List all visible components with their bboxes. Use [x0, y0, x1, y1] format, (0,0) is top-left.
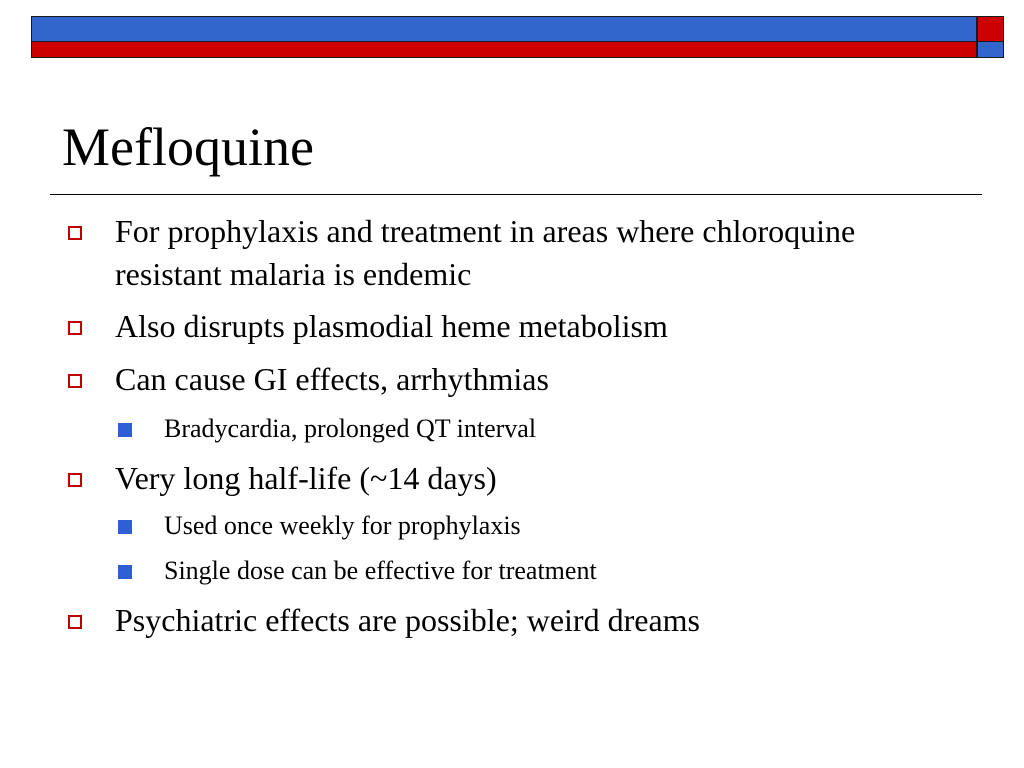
- bullet-text: Very long half-life (~14 days): [115, 460, 497, 496]
- bullet-text: For prophylaxis and treatment in areas where chloroquine resistant malaria is endemic: [115, 213, 856, 292]
- header-corner-blue: [977, 41, 1004, 58]
- filled-square-bullet-icon: [118, 565, 132, 579]
- hollow-square-bullet-icon: [68, 226, 82, 240]
- filled-square-bullet-icon: [118, 520, 132, 534]
- hollow-square-bullet-icon: [68, 615, 82, 629]
- hollow-square-bullet-icon: [68, 374, 82, 388]
- title-divider: [50, 194, 982, 195]
- sub-bullet-text: Bradycardia, prolonged QT interval: [164, 414, 537, 443]
- filled-square-bullet-icon: [118, 423, 132, 437]
- sub-bullet-text: Used once weekly for prophylaxis: [164, 511, 521, 540]
- bullet-text: Psychiatric effects are possible; weird dreams: [115, 602, 700, 638]
- slide-title: Mefloquine: [62, 117, 314, 177]
- bullet-text: Can cause GI effects, arrhythmias: [115, 361, 549, 397]
- header-band-red: [31, 41, 977, 58]
- header-corner-red: [977, 16, 1004, 42]
- sub-bullet-text: Single dose can be effective for treatment: [164, 556, 597, 585]
- header-band-blue: [31, 16, 977, 42]
- bullet-text: Also disrupts plasmodial heme metabolism: [115, 308, 668, 344]
- hollow-square-bullet-icon: [68, 473, 82, 487]
- hollow-square-bullet-icon: [68, 321, 82, 335]
